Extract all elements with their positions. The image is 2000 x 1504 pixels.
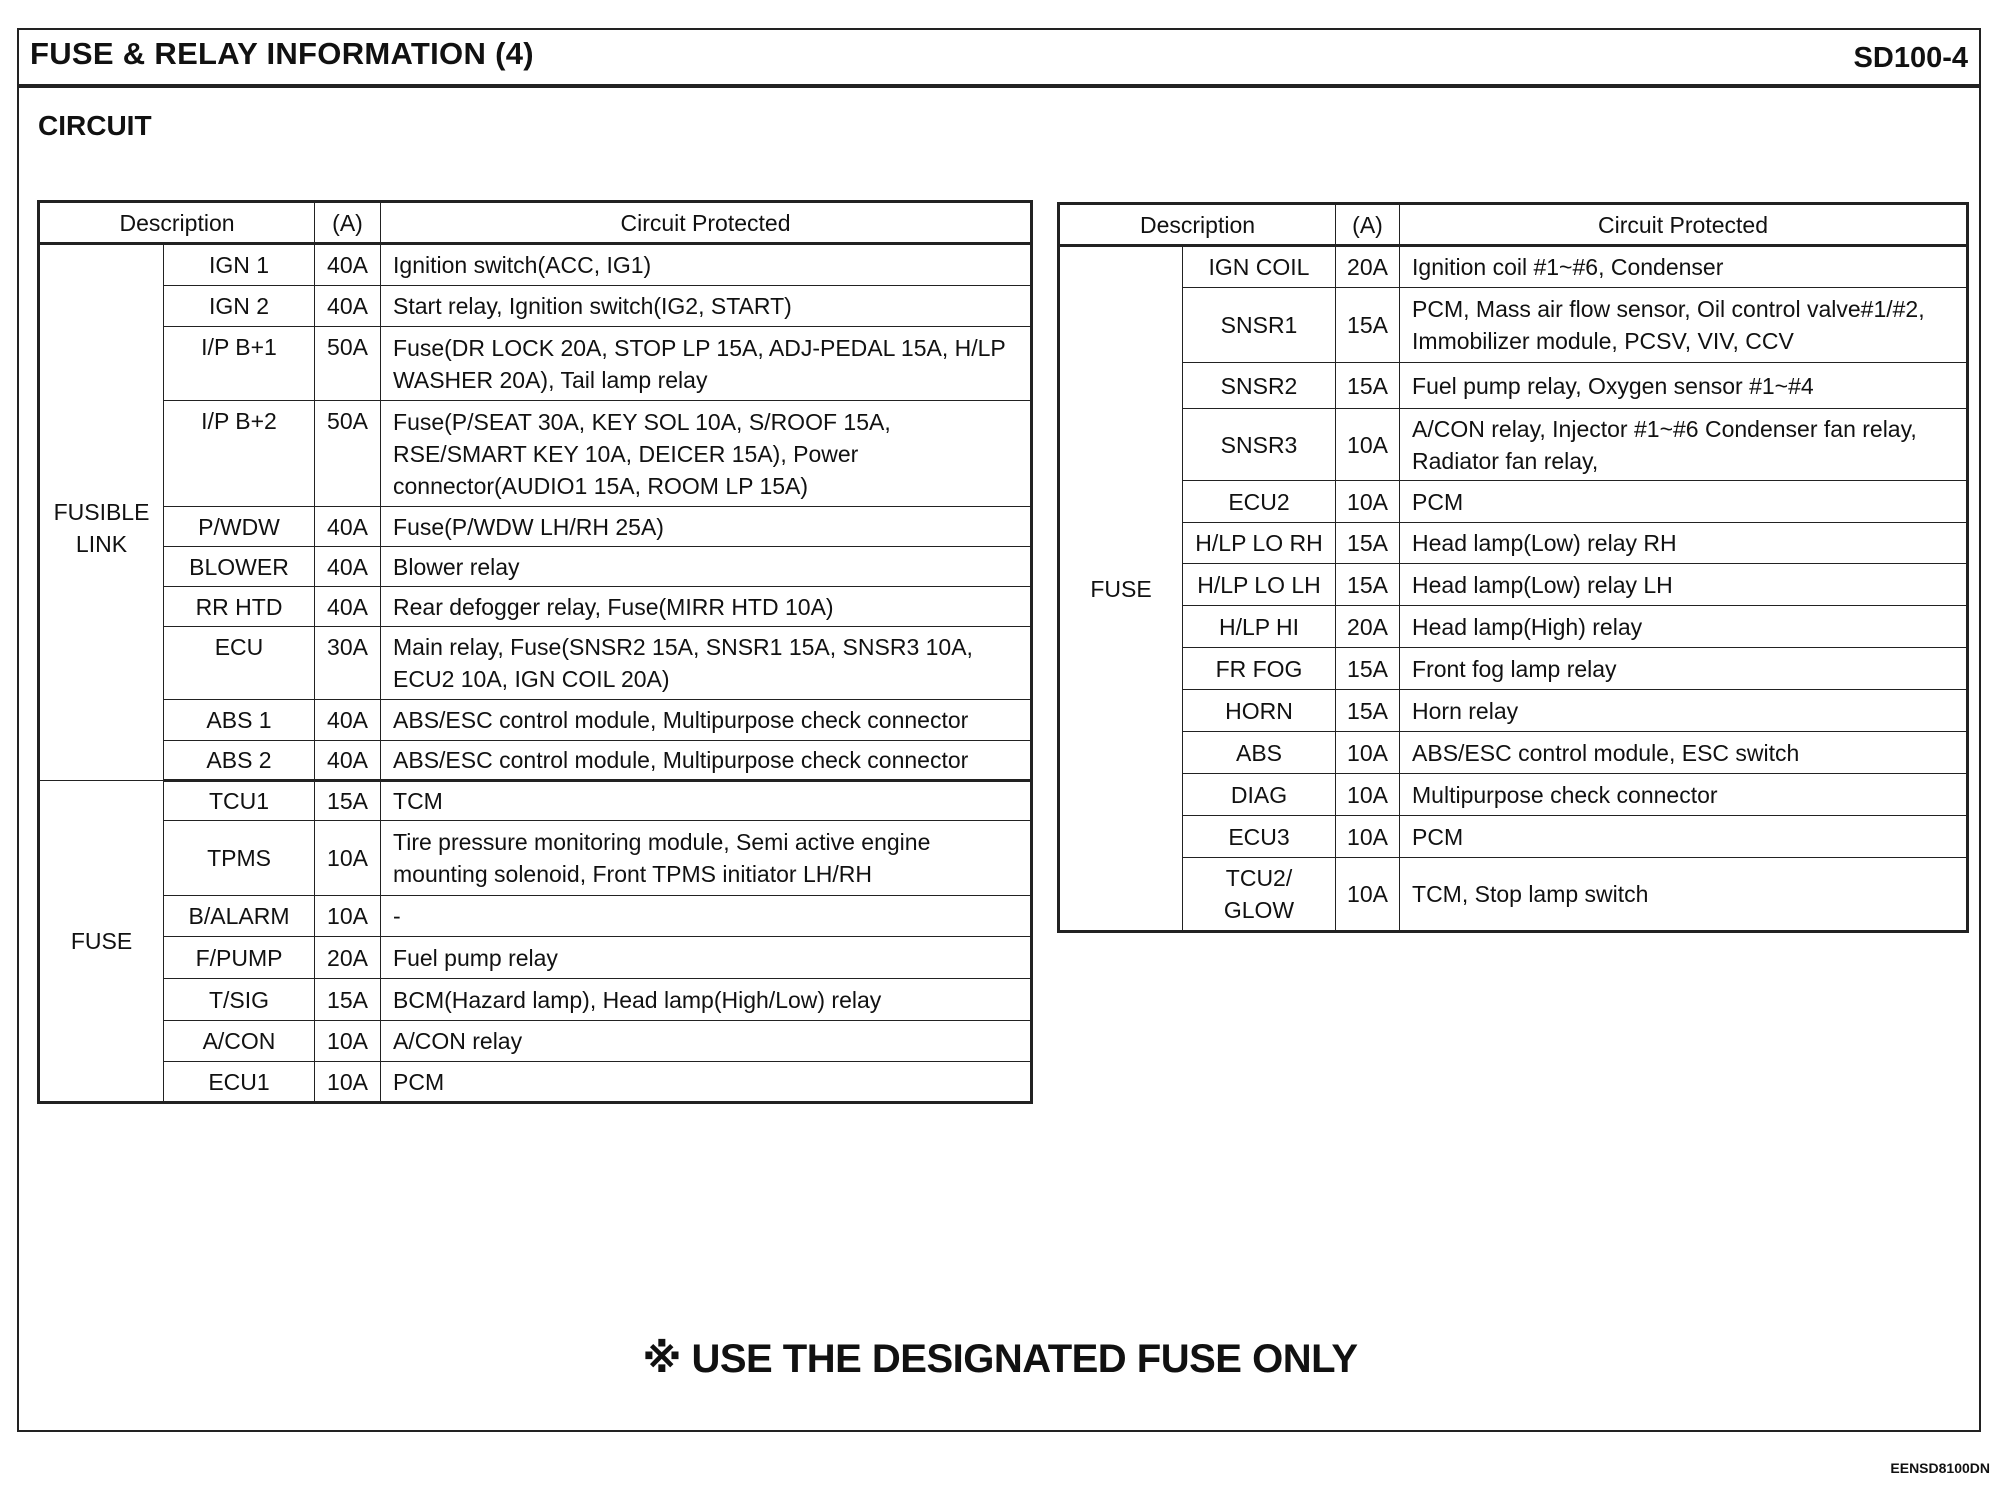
table-row <box>1059 523 1968 564</box>
fuse-amp: 10A <box>315 1021 381 1062</box>
table-row <box>1059 288 1968 363</box>
fuse-amp: 15A <box>1336 363 1400 409</box>
table-row <box>39 896 1032 937</box>
fuse-amp: 40A <box>315 507 381 547</box>
header-description: Description <box>1059 204 1336 246</box>
fuse-name: H/LP HI <box>1183 606 1336 648</box>
group-fuse: FUSE <box>1059 246 1183 932</box>
table-row <box>1059 816 1968 858</box>
fuse-name: IGN 1 <box>164 244 315 286</box>
fuse-circuit: PCM <box>1400 816 1968 858</box>
fuse-name: ECU <box>164 627 315 700</box>
fuse-amp: 10A <box>1336 481 1400 523</box>
section-title: CIRCUIT <box>38 110 152 141</box>
fuse-circuit: Main relay, Fuse(SNSR2 15A, SNSR1 15A, SNSR3 10A, ECU2 10A, IGN COIL 20A) <box>381 627 1032 700</box>
header-amp: (A) <box>1336 204 1400 246</box>
fuse-name: ECU2 <box>1183 481 1336 523</box>
table-row <box>39 741 1032 781</box>
fuse-amp: 10A <box>1336 816 1400 858</box>
table-row <box>39 401 1032 507</box>
document-id: EENSD8100DN <box>1890 1460 1990 1476</box>
table-row <box>39 700 1032 741</box>
fuse-name: IGN COIL <box>1183 246 1336 288</box>
header-circuit: Circuit Protected <box>1400 204 1968 246</box>
table-row <box>39 979 1032 1021</box>
table-row <box>39 507 1032 547</box>
fuse-amp: 10A <box>315 896 381 937</box>
fuse-amp: 20A <box>315 937 381 979</box>
left-fuse-table <box>37 200 1033 1104</box>
fuse-amp: 15A <box>315 979 381 1021</box>
fuse-circuit: Fuel pump relay <box>381 937 1032 979</box>
right-fuse-table <box>1057 202 1969 933</box>
fuse-circuit: BCM(Hazard lamp), Head lamp(High/Low) relay <box>381 979 1032 1021</box>
fuse-amp: 40A <box>315 741 381 781</box>
fuse-circuit: A/CON relay <box>381 1021 1032 1062</box>
table-row <box>1059 409 1968 481</box>
fuse-amp: 40A <box>315 244 381 286</box>
fuse-amp: 15A <box>1336 523 1400 564</box>
page-title: FUSE & RELAY INFORMATION (4) <box>30 36 534 71</box>
fuse-amp: 30A <box>315 627 381 700</box>
fuse-name: ABS 1 <box>164 700 315 741</box>
fuse-circuit: Tire pressure monitoring module, Semi active engine mounting solenoid, Front TPMS initiator LH/RH <box>381 821 1032 896</box>
fuse-name: T/SIG <box>164 979 315 1021</box>
table-header-row <box>1059 204 1968 246</box>
table-row <box>1059 774 1968 816</box>
fuse-name: SNSR3 <box>1183 409 1336 481</box>
fuse-amp: 10A <box>1336 732 1400 774</box>
fuse-name: SNSR1 <box>1183 288 1336 363</box>
fuse-circuit: Fuse(DR LOCK 20A, STOP LP 15A, ADJ-PEDAL 15A, H/LP WASHER 20A), Tail lamp relay <box>381 327 1032 401</box>
fuse-amp: 15A <box>1336 648 1400 690</box>
fuse-circuit: Ignition switch(ACC, IG1) <box>381 244 1032 286</box>
fuse-name: ABS <box>1183 732 1336 774</box>
table-row <box>1059 732 1968 774</box>
fuse-name: RR HTD <box>164 587 315 627</box>
fuse-circuit: PCM <box>1400 481 1968 523</box>
fuse-circuit: PCM <box>381 1062 1032 1103</box>
fuse-name: I/P B+1 <box>164 327 315 401</box>
fuse-circuit: TCM, Stop lamp switch <box>1400 858 1968 932</box>
table-row <box>1059 648 1968 690</box>
fuse-circuit: ABS/ESC control module, ESC switch <box>1400 732 1968 774</box>
fuse-circuit: Front fog lamp relay <box>1400 648 1968 690</box>
table-row <box>39 781 1032 821</box>
header-description: Description <box>39 202 315 244</box>
fuse-circuit: Head lamp(Low) relay LH <box>1400 564 1968 606</box>
fuse-circuit: Head lamp(Low) relay RH <box>1400 523 1968 564</box>
fuse-name: TCU2/ GLOW <box>1183 858 1336 932</box>
fuse-name: ABS 2 <box>164 741 315 781</box>
fuse-circuit: Multipurpose check connector <box>1400 774 1968 816</box>
table-row <box>1059 246 1968 288</box>
fuse-amp: 40A <box>315 286 381 327</box>
header-circuit: Circuit Protected <box>381 202 1032 244</box>
fuse-name: I/P B+2 <box>164 401 315 507</box>
fuse-amp: 40A <box>315 587 381 627</box>
table-row <box>39 1062 1032 1103</box>
fuse-amp: 10A <box>315 821 381 896</box>
fuse-amp: 10A <box>315 1062 381 1103</box>
fuse-circuit: Blower relay <box>381 547 1032 587</box>
fuse-amp: 40A <box>315 700 381 741</box>
fuse-circuit: Fuel pump relay, Oxygen sensor #1~#4 <box>1400 363 1968 409</box>
fuse-amp: 50A <box>315 327 381 401</box>
fuse-circuit: A/CON relay, Injector #1~#6 Condenser fan relay, Radiator fan relay, <box>1400 409 1968 481</box>
fuse-amp: 10A <box>1336 409 1400 481</box>
fuse-name: BLOWER <box>164 547 315 587</box>
table-row <box>39 821 1032 896</box>
table-row <box>39 587 1032 627</box>
fuse-circuit: PCM, Mass air flow sensor, Oil control valve#1/#2, Immobilizer module, PCSV, VIV, CCV <box>1400 288 1968 363</box>
fuse-amp: 15A <box>1336 564 1400 606</box>
fuse-name: FR FOG <box>1183 648 1336 690</box>
fuse-name: H/LP LO LH <box>1183 564 1336 606</box>
table-row <box>39 244 1032 286</box>
designated-fuse-note: ※ USE THE DESIGNATED FUSE ONLY <box>642 1337 1358 1381</box>
fuse-name: F/PUMP <box>164 937 315 979</box>
fuse-amp: 40A <box>315 547 381 587</box>
fuse-amp: 15A <box>315 781 381 821</box>
fuse-name: TPMS <box>164 821 315 896</box>
fuse-name: DIAG <box>1183 774 1336 816</box>
group-fuse: FUSE <box>39 781 164 1103</box>
header-amp: (A) <box>315 202 381 244</box>
fuse-name: ECU3 <box>1183 816 1336 858</box>
table-row <box>39 627 1032 700</box>
fuse-circuit: ABS/ESC control module, Multipurpose check connector <box>381 741 1032 781</box>
fuse-amp: 10A <box>1336 858 1400 932</box>
fuse-name: A/CON <box>164 1021 315 1062</box>
table-row <box>1059 363 1968 409</box>
fuse-circuit: - <box>381 896 1032 937</box>
fuse-circuit: Fuse(P/SEAT 30A, KEY SOL 10A, S/ROOF 15A, RSE/SMART KEY 10A, DEICER 15A), Power connector(AUDIO1 15A, ROOM LP 15A) <box>381 401 1032 507</box>
fuse-amp: 15A <box>1336 690 1400 732</box>
fuse-amp: 20A <box>1336 246 1400 288</box>
fuse-name: HORN <box>1183 690 1336 732</box>
fuse-amp: 10A <box>1336 774 1400 816</box>
fuse-circuit: Fuse(P/WDW LH/RH 25A) <box>381 507 1032 547</box>
table-row <box>39 1021 1032 1062</box>
fuse-amp: 15A <box>1336 288 1400 363</box>
table-row <box>1059 606 1968 648</box>
group-fusible-link: FUSIBLE LINK <box>39 244 164 781</box>
fuse-circuit: ABS/ESC control module, Multipurpose check connector <box>381 700 1032 741</box>
table-row <box>39 937 1032 979</box>
table-header-row <box>39 202 1032 244</box>
fuse-circuit: TCM <box>381 781 1032 821</box>
table-row <box>1059 564 1968 606</box>
fuse-name: H/LP LO RH <box>1183 523 1336 564</box>
fuse-name: B/ALARM <box>164 896 315 937</box>
table-row <box>39 327 1032 401</box>
fuse-name: ECU1 <box>164 1062 315 1103</box>
table-row <box>39 286 1032 327</box>
header-divider <box>17 84 1981 88</box>
page-code: SD100-4 <box>1853 42 1968 74</box>
fuse-circuit: Ignition coil #1~#6, Condenser <box>1400 246 1968 288</box>
table-row <box>39 547 1032 587</box>
fuse-circuit: Start relay, Ignition switch(IG2, START) <box>381 286 1032 327</box>
fuse-name: P/WDW <box>164 507 315 547</box>
fuse-amp: 20A <box>1336 606 1400 648</box>
fuse-name: SNSR2 <box>1183 363 1336 409</box>
fuse-name: IGN 2 <box>164 286 315 327</box>
fuse-circuit: Rear defogger relay, Fuse(MIRR HTD 10A) <box>381 587 1032 627</box>
fuse-circuit: Head lamp(High) relay <box>1400 606 1968 648</box>
fuse-circuit: Horn relay <box>1400 690 1968 732</box>
fuse-amp: 50A <box>315 401 381 507</box>
table-row <box>1059 690 1968 732</box>
table-row <box>1059 481 1968 523</box>
table-row <box>1059 858 1968 932</box>
fuse-name: TCU1 <box>164 781 315 821</box>
